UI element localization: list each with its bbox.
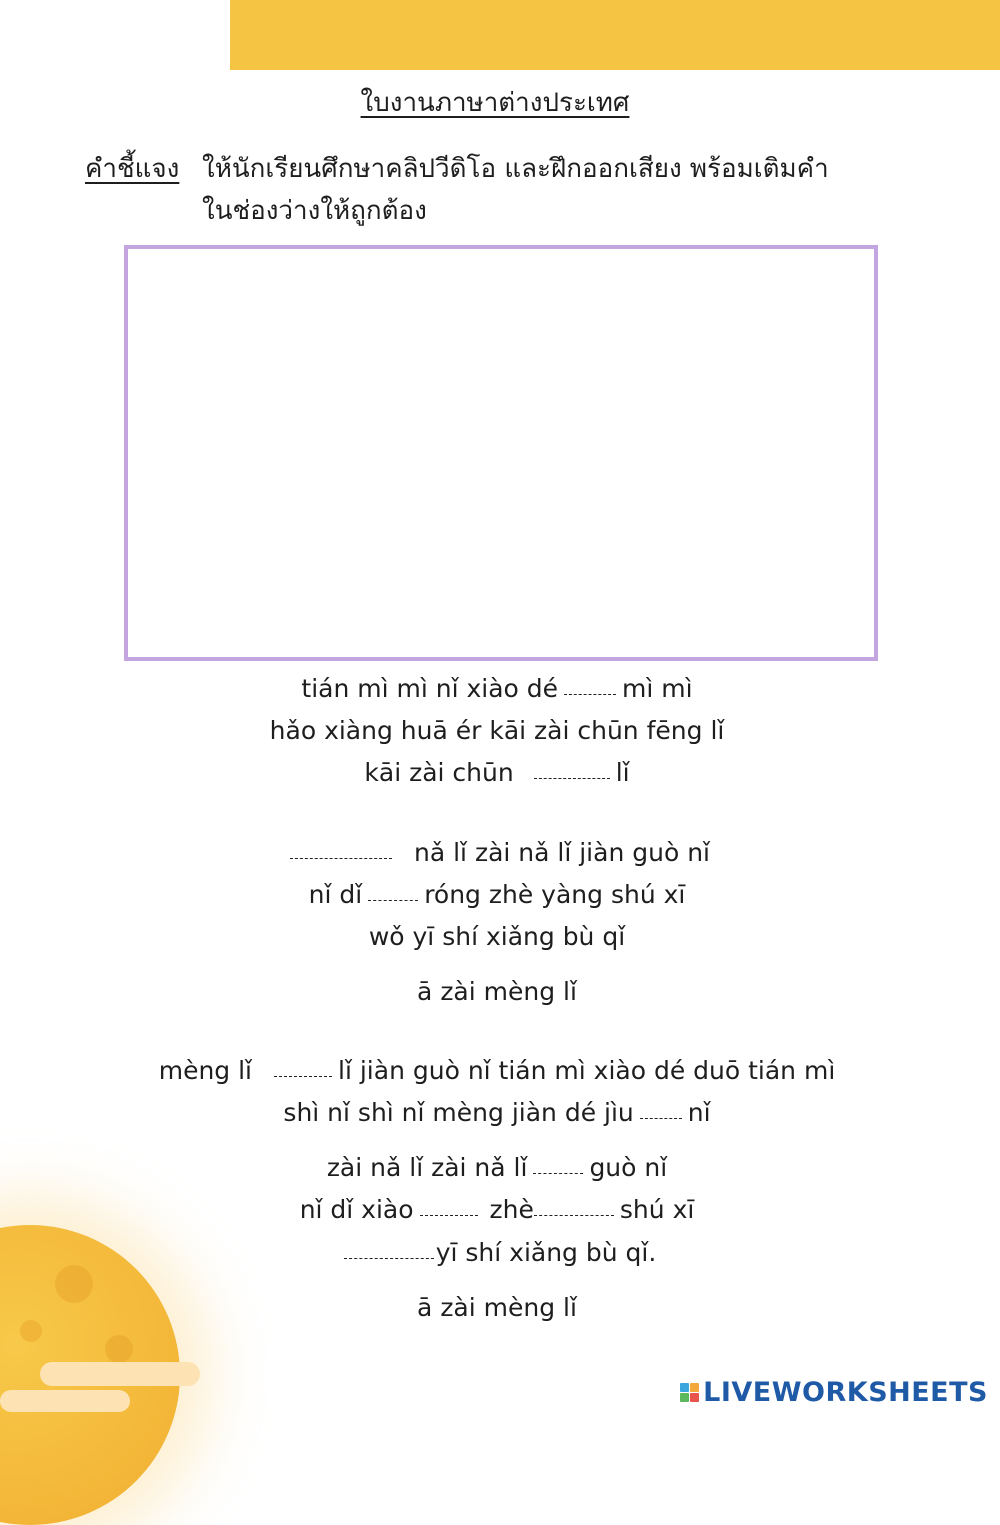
moon-crater	[105, 1335, 133, 1363]
blank-1-input[interactable]	[564, 668, 616, 694]
blank-8[interactable]	[420, 1214, 478, 1216]
blank-4[interactable]	[368, 899, 418, 901]
blank-9-input[interactable]	[534, 1189, 614, 1215]
page-title: ใบงานภาษาต่างประเทศ	[360, 88, 630, 118]
blank-5-input[interactable]	[274, 1050, 332, 1076]
lyric-line-6: wǒ yī shí xiǎng bù qǐ	[368, 922, 626, 951]
blank-9[interactable]	[534, 1214, 614, 1216]
moon-crater	[55, 1265, 93, 1303]
blank-3[interactable]	[290, 857, 392, 859]
blank-2-input[interactable]	[534, 752, 610, 778]
liveworksheets-logo-icon	[680, 1383, 699, 1402]
cloud-decoration	[40, 1362, 200, 1386]
lyric-line-11: nǐ dǐ xiào zhè shú xī	[0, 1193, 994, 1227]
top-accent-bar	[230, 0, 1000, 70]
blank-5[interactable]	[274, 1075, 332, 1077]
blank-10-input[interactable]	[344, 1232, 434, 1258]
liveworksheets-logo[interactable]	[680, 1372, 988, 1412]
blank-8-input[interactable]	[420, 1189, 478, 1215]
video-frame[interactable]	[124, 245, 878, 661]
lyric-line-3: kāi zài chūn lǐ	[0, 756, 994, 790]
lyric-line-7: ā zài mèng lǐ	[417, 977, 577, 1006]
lyric-line-10: zài nǎ lǐ zài nǎ lǐ guò nǐ	[0, 1151, 994, 1185]
logo-text: LIVEWORKSHEETS	[703, 1376, 988, 1408]
instructions-line-2: ในช่องว่างให้ถูกต้อง	[202, 196, 427, 226]
cloud-decoration	[0, 1390, 130, 1412]
lyric-line-12: yī shí xiǎng bù qǐ.	[0, 1236, 994, 1270]
blank-3-input[interactable]	[290, 832, 392, 858]
lyric-line-1: tián mì mì nǐ xiào dé mì mì	[0, 672, 994, 706]
instructions-text	[202, 148, 962, 232]
blank-4-input[interactable]	[368, 874, 418, 900]
blank-7[interactable]	[533, 1172, 583, 1174]
lyric-line-5: nǐ dǐ róng zhè yàng shú xī	[0, 878, 994, 912]
lyric-line-8: mèng lǐ lǐ jiàn guò nǐ tián mì xiào dé duō tián mì	[0, 1054, 994, 1088]
lyric-line-13: ā zài mèng lǐ	[417, 1293, 577, 1322]
lyric-line-4: nǎ lǐ zài nǎ lǐ jiàn guò nǐ	[0, 836, 994, 870]
moon-crater	[20, 1320, 42, 1342]
instructions-label: คำชี้แจง	[85, 154, 180, 184]
blank-6[interactable]	[640, 1117, 682, 1119]
blank-1[interactable]	[564, 693, 616, 695]
lyric-line-9: shì nǐ shì nǐ mèng jiàn dé jìu nǐ	[0, 1096, 994, 1130]
lyric-line-2: hǎo xiàng huā ér kāi zài chūn fēng lǐ	[269, 716, 725, 745]
blank-7-input[interactable]	[533, 1147, 583, 1173]
blank-6-input[interactable]	[640, 1092, 682, 1118]
blank-10[interactable]	[344, 1257, 434, 1259]
instructions-line-1: ให้นักเรียนศึกษาคลิปวีดิโอ และฝึกออกเสียง พร้อมเติมคำ	[202, 154, 829, 184]
blank-2[interactable]	[534, 777, 610, 779]
